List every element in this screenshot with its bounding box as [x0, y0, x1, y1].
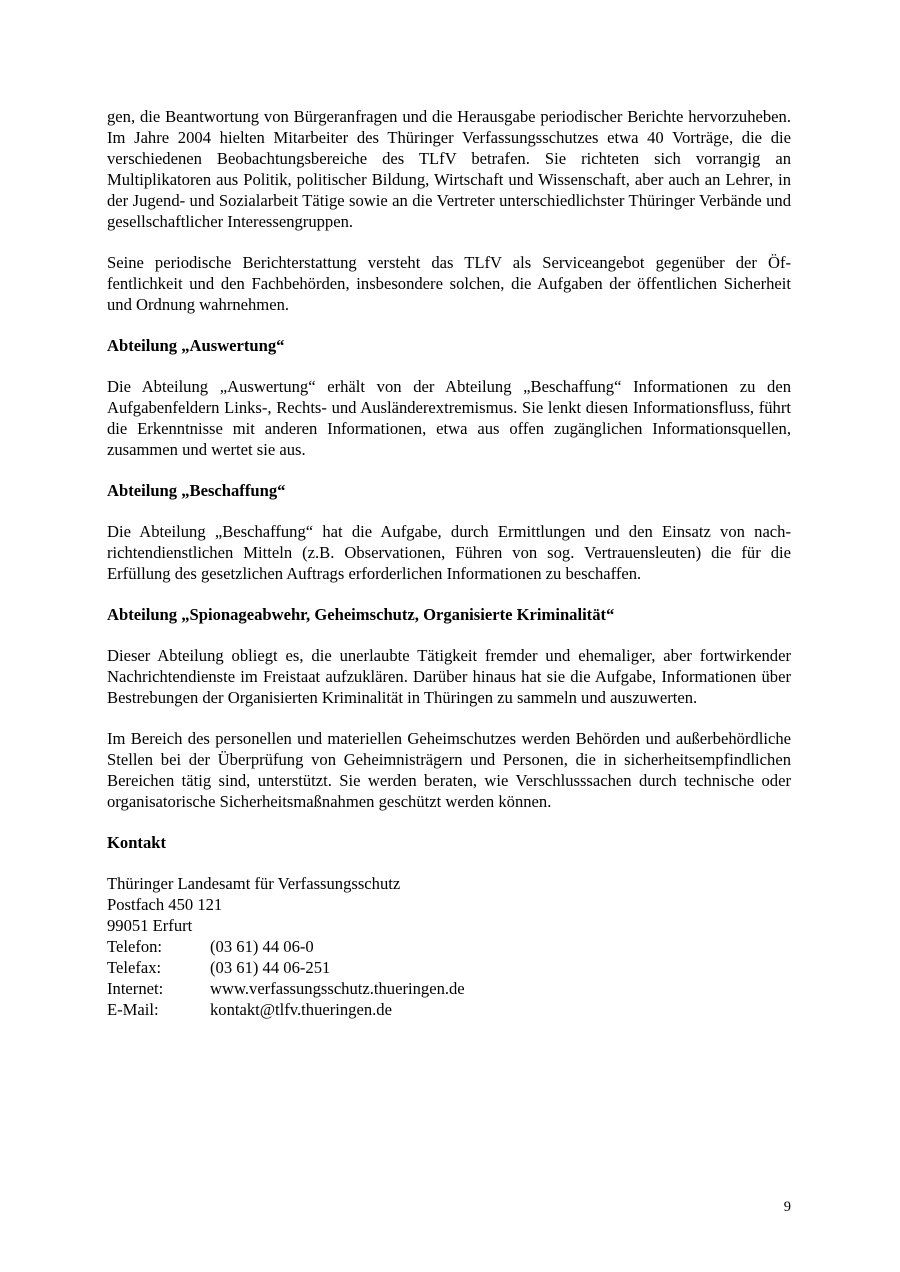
- intro-paragraph-2: Seine periodische Berichterstattung versteht das TLfV als Serviceangebot gegenüber der Öffentlichkeit und den Fachbehörden, insbesondere solchen, die Aufgaben der öffentlichen Sicherheit und Ordnung wahrnehmen.: [107, 253, 791, 314]
- section-heading: Abteilung „Auswertung“: [107, 336, 285, 355]
- contact-city: 99051 Erfurt: [107, 916, 193, 935]
- contact-heading: Kontakt: [107, 833, 167, 852]
- section-paragraph: Die Abteilung „Beschaffung“ hat die Aufgabe, durch Ermittlungen und den Einsatz von nachrichtendienstlichen Mitteln (z.B. Observationen, Führen von sog. Vertrauensleuten) die für die Erfüllung des gesetzlichen Auftrags erforderlichen Informationen zu beschaffen.: [107, 522, 791, 583]
- contact-internet-row: [107, 978, 791, 999]
- contact-fax: (03 61) 44 06-251: [210, 958, 331, 977]
- section-beschaffung: [107, 480, 791, 584]
- contact-internet: www.verfassungsschutz.thueringen.de: [210, 979, 465, 998]
- section-paragraph: Im Bereich des personellen und materiellen Geheimschutzes werden Behörden und außerbehördliche Stellen bei der Überprüfung von Geheimnisträgern und Personen, die in sicherheitsempfindlichen Bereichen tätig sind, unterstützt. Sie werden beraten, wie Verschlusssachen durch technische oder organisatorische Sicherheitsmaßnahmen geschützt werden können.: [107, 729, 791, 811]
- contact-fax-row: [107, 957, 791, 978]
- page-number: 9: [783, 1199, 791, 1215]
- page-body: [107, 106, 791, 1020]
- contact-postbox: Postfach 450 121: [107, 895, 223, 914]
- section-paragraph: Die Abteilung „Auswertung“ erhält von der Abteilung „Beschaffung“ Informationen zu den Aufgabenfeldern Links-, Rechts- und Ausländerextremismus. Sie lenkt diesen Informationsfluss, führt die Erkenntnisse mit anderen Informationen, etwa aus offen zugänglichen Informationsquellen, zusammen und wertet sie aus.: [107, 377, 791, 459]
- contact-block: [107, 873, 791, 1020]
- contact-section: [107, 832, 791, 1020]
- section-spionageabwehr: [107, 604, 791, 812]
- contact-phone: (03 61) 44 06-0: [210, 937, 314, 956]
- contact-email-row: [107, 999, 791, 1020]
- contact-phone-label: Telefon:: [107, 937, 163, 956]
- section-paragraph: Dieser Abteilung obliegt es, die unerlaubte Tätigkeit fremder und ehemaliger, aber fortwirkender Nachrichtendienste im Freistaat aufzuklären. Darüber hinaus hat sie die Aufgabe, Informationen über Bestrebungen der Organisierten Kriminalität in Thüringen zu sammeln und auszuwerten.: [107, 646, 791, 707]
- section-heading: Abteilung „Spionageabwehr, Geheimschutz, Organisierte Kriminalität“: [107, 605, 615, 624]
- contact-organization: Thüringer Landesamt für Verfassungsschutz: [107, 874, 401, 893]
- contact-fax-label: Telefax:: [107, 958, 162, 977]
- contact-internet-label: Internet:: [107, 979, 164, 998]
- intro-paragraph-1: gen, die Beantwortung von Bürgeranfragen und die Herausgabe periodischer Berichte hervorzuheben. Im Jahre 2004 hielten Mitarbeiter des Thüringer Verfassungsschutzes etwa 40 Vorträge, die die verschiedenen Beobachtungsbereiche des TLfV betrafen. Sie richteten sich vorrangig an Multiplikatoren aus Politik, politischer Bildung, Wirtschaft und Wissenschaft, aber auch an Lehrer, in der Jugend- und Sozialarbeit Tätige sowie an die Vertreter unterschiedlichster Thüringer Verbände und gesellschaftlicher Interessengruppen.: [107, 107, 791, 231]
- section-auswertung: [107, 335, 791, 460]
- contact-email: kontakt@tlfv.thueringen.de: [210, 1000, 392, 1019]
- contact-phone-row: [107, 936, 791, 957]
- contact-email-label: E-Mail:: [107, 1000, 159, 1019]
- section-heading: Abteilung „Beschaffung“: [107, 481, 286, 500]
